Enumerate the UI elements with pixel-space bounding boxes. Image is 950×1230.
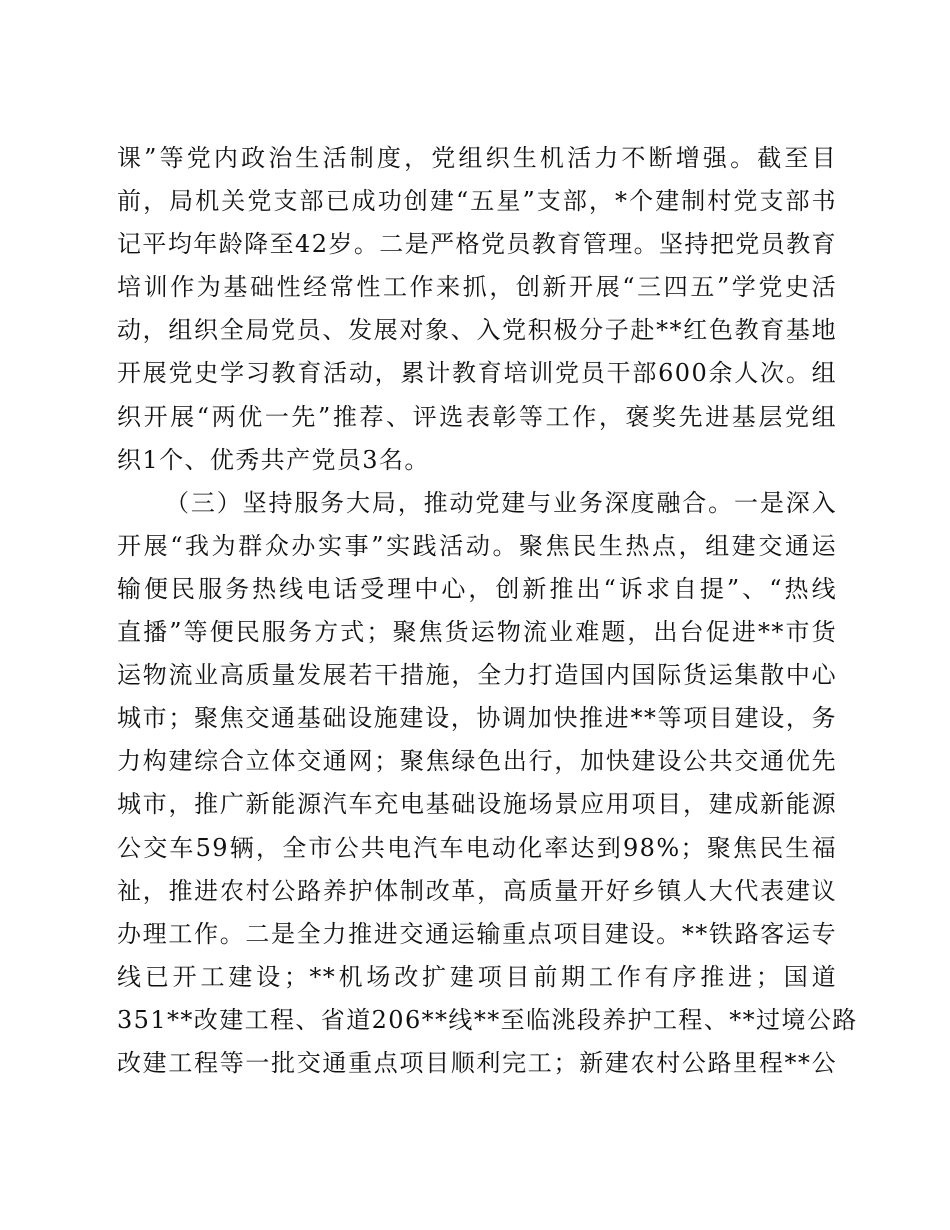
text-line-2: 前，局机关党支部已成功创建“五星”支部，*个建制村党支部书 <box>117 187 837 216</box>
text-line-10: 开展“我为群众办实事”实践活动。聚焦民生热点，组建交通运 <box>117 531 837 560</box>
text-line-6: 开展党史学习教育活动，累计教育培训党员干部600余人次。组 <box>117 359 837 388</box>
text-line-18: 祉，推进农村公路养护体制改革，高质量开好乡镇人大代表建议 <box>117 876 837 905</box>
text-line-12: 直播”等便民服务方式；聚焦货运物流业难题，出台促进**市货 <box>117 618 837 647</box>
body-text <box>117 137 858 1085</box>
text-line-19: 办理工作。二是全力推进交通运输重点项目建设。**铁路客运专 <box>117 919 837 948</box>
text-line-14: 城市；聚焦交通基础设施建设，协调加快推进**等项目建设，务 <box>117 704 837 733</box>
text-line-5: 动，组织全局党员、发展对象、入党积极分子赴**红色教育基地 <box>117 316 837 345</box>
text-line-22: 改建工程等一批交通重点项目顺利完工；新建农村公路里程**公 <box>117 1048 837 1077</box>
text-line-17: 公交车59辆，全市公共电汽车电动化率达到98%；聚焦民生福 <box>117 833 837 862</box>
text-line-15: 力构建综合立体交通网；聚焦绿色出行，加快建设公共交通优先 <box>117 747 837 776</box>
text-line-21: 351**改建工程、省道206**线**至临洮段养护工程、**过境公路 <box>117 1005 858 1034</box>
text-line-3: 记平均年龄降至42岁。二是严格党员教育管理。坚持把党员教育 <box>117 230 837 259</box>
text-line-7: 织开展“两优一先”推荐、评选表彰等工作，褒奖先进基层党组 <box>117 402 837 431</box>
text-line-1: 课”等党内政治生活制度，党组织生机活力不断增强。截至目 <box>117 144 837 172</box>
section-heading-line: （三）坚持服务大局，推动党建与业务深度融合。一是深入 <box>165 488 837 517</box>
text-line-13: 运物流业高质量发展若干措施，全力打造国内国际货运集散中心 <box>117 661 837 690</box>
text-line-8: 织1个、优秀共产党员3名。 <box>117 445 430 474</box>
text-line-16: 城市，推广新能源汽车充电基础设施场景应用项目，建成新能源 <box>117 790 837 819</box>
text-line-11: 输便民服务热线电话受理中心，创新推出“诉求自提”、“热线 <box>117 574 837 603</box>
text-line-20: 线已开工建设；**机场改扩建项目前期工作有序推进；国道 <box>117 962 837 991</box>
text-line-4: 培训作为基础性经常性工作来抓，创新开展“三四五”学党史活 <box>117 273 837 302</box>
